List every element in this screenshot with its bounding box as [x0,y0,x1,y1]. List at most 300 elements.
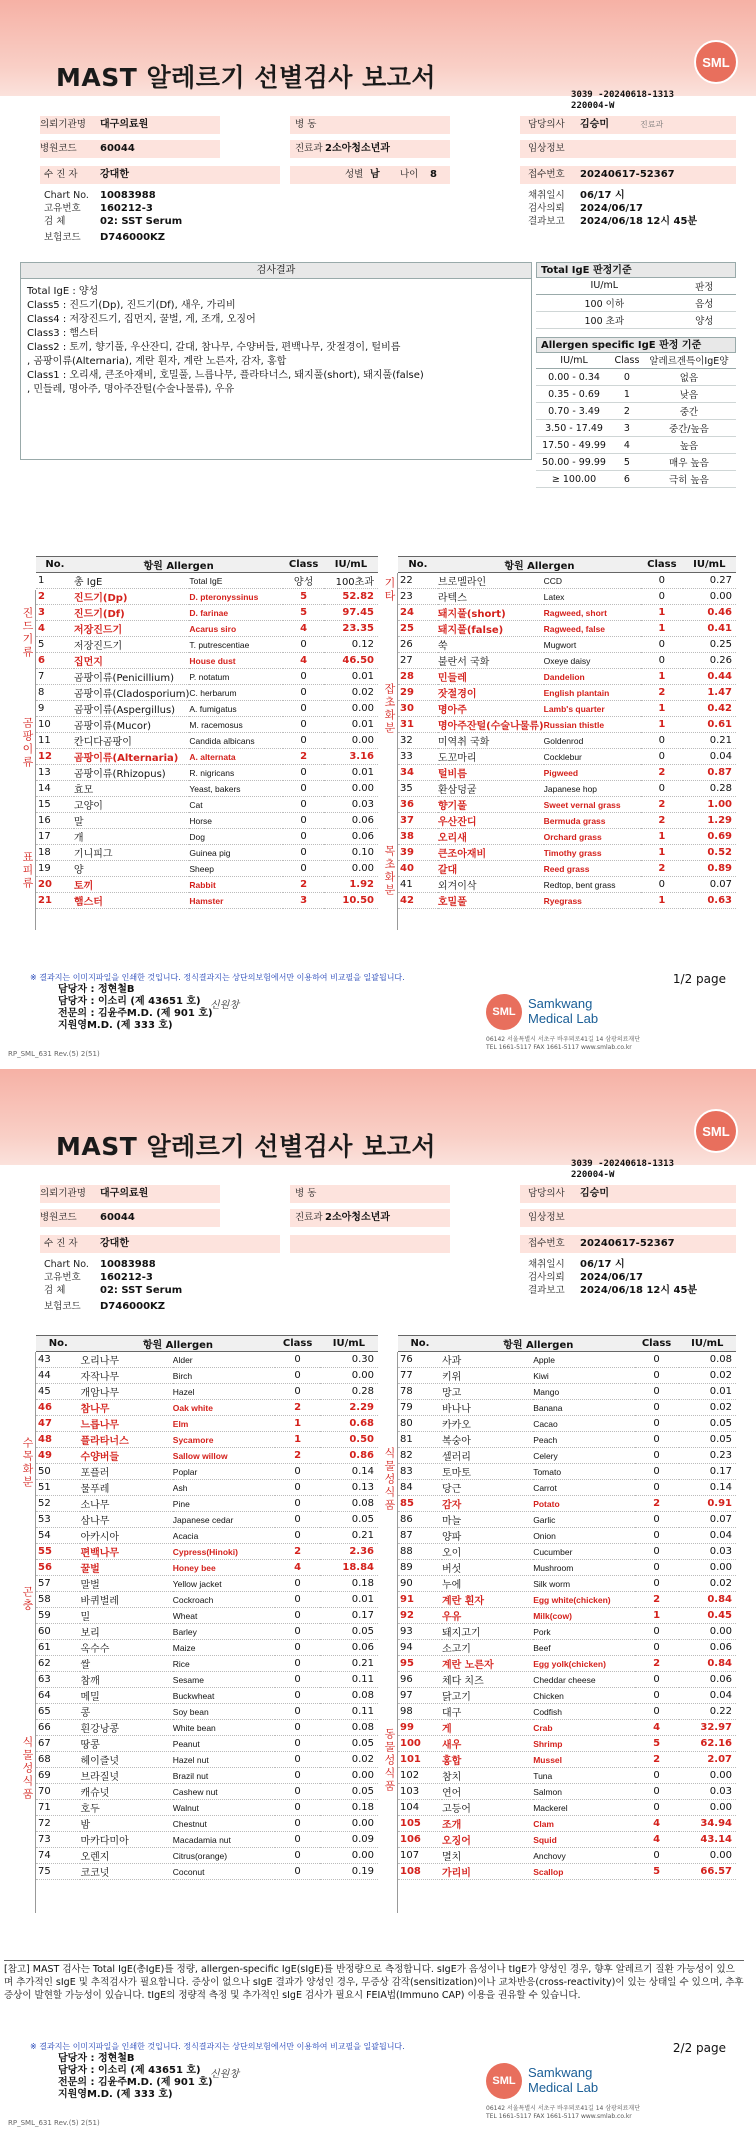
form-code: RP_SML_631 Rev.(5) 2(51) [8,1050,100,1058]
allergen-english: Acacia [173,1528,276,1544]
result-line: Class2 : 토끼, 향기풀, 우산잔디, 갈대, 참나무, 수양버들, 편백나무, 잣절경이, 털비름 [27,342,401,353]
allergen-english: Chicken [533,1688,634,1704]
allergen-value: 0.06 [679,1640,736,1656]
allergen-no: 36 [398,797,438,813]
allergen-english: Cacao [533,1416,634,1432]
ref-cell: 5 [612,454,642,471]
allergen-class: 0 [275,1848,319,1864]
category-label: 표피류 [20,811,36,930]
allergen-row [398,605,736,621]
allergen-english: Ash [173,1480,276,1496]
allergen-class: 4 [283,653,324,669]
allergen-korean: 돼지풀(short) [438,605,544,621]
allergen-row [36,685,378,701]
allergen-class: 0 [275,1768,319,1784]
allergen-row [398,1704,736,1720]
allergen-value: 0.00 [320,1768,378,1784]
allergen-no: 98 [398,1704,442,1720]
allergen-korean: 효모 [74,781,189,797]
allergen-korean: 참깨 [80,1672,172,1688]
report-title: MAST 알레르기 선별검사 보고서 [56,63,437,92]
allergen-class: 0 [635,1480,679,1496]
patient-header: 의뢰기관명 대구의료원 병 동 담당의사 김승미 진료과 병원코드 60044 진료과 2소아청소년과 임상정보 수 진 자 강대한 성별 남 나이 8 접수번호 20240617-52367 Chart No. 10083988 채취일시 06/17 시 고유번호 160212-3 검사의뢰 2024/06/17 검 체 02: SST Serum 결과보고 2024/06/18 12시 45분 보험코드 D746000KZ [40,116,736,248]
allergen-english: Mushroom [533,1560,634,1576]
allergen-value: 18.84 [320,1560,378,1576]
allergen-english: Onion [533,1528,634,1544]
allergen-english: Honey bee [173,1560,276,1576]
allergen-no: 66 [36,1720,80,1736]
allergen-class: 0 [635,1352,679,1368]
allergen-value: 0.50 [320,1432,378,1448]
allergen-korean: 참치 [442,1768,533,1784]
allergen-no: 45 [36,1384,80,1400]
ref-cell: 6 [612,471,642,488]
allergen-korean: 멸치 [442,1848,533,1864]
allergen-korean: 오징어 [442,1832,533,1848]
patient-header: 의뢰기관명 대구의료원 병 동 담당의사 김승미 병원코드 60044 진료과 2소아청소년과 임상정보 수 진 자 강대한 접수번호 20240617-52367 Chart No. 10083988 채취일시 06/17 시 고유번호 160212-3 검사의뢰 2024/06/17 검 체 02: SST Serum 결과보고 2024/06/18 12시 45분 보험코드 D746000KZ [40,1185,736,1317]
allergen-english: Scallop [533,1864,634,1880]
allergen-class: 0 [635,1704,679,1720]
allergen-no: 88 [398,1544,442,1560]
allergen-korean: 콩 [80,1704,172,1720]
allergen-row [36,1736,378,1752]
result-line: Class1 : 오리새, 큰조아재비, 호밀풀, 느릅나무, 플라타너스, 돼지풀(short), 돼지풀(false) [27,370,424,381]
allergen-row [398,1400,736,1416]
allergen-korean: 참나무 [80,1400,172,1416]
allergen-no: 97 [398,1688,442,1704]
allergen-row [398,1720,736,1736]
allergen-korean: 명아주 [438,701,544,717]
allergen-class: 0 [283,717,324,733]
allergen-row [36,1864,378,1880]
allergen-english: Lamb's quarter [544,701,641,717]
allergen-value: 10.50 [324,893,378,909]
ref-cell: 중간/높음 [642,420,736,437]
allergen-value: 0.04 [679,1688,736,1704]
allergen-row [36,669,378,685]
category-label: 수목화분 [20,1352,36,1573]
allergen-class: 0 [275,1528,319,1544]
allergen-row [36,1368,378,1384]
allergen-english: Pine [173,1496,276,1512]
result-summary-box [20,262,532,460]
allergen-english: Brazil nut [173,1768,276,1784]
allergen-korean: 흰강낭콩 [80,1720,172,1736]
allergen-class: 0 [641,781,683,797]
allergen-no: 70 [36,1784,80,1800]
allergen-class: 2 [635,1752,679,1768]
allergen-korean: 꿀벌 [80,1560,172,1576]
allergen-korean: 망고 [442,1384,533,1400]
allergen-class: 0 [275,1864,319,1880]
allergen-value: 0.46 [683,605,736,621]
allergen-row [398,813,736,829]
specific-ige-reference-table [536,353,736,489]
allergen-english: Mackerel [533,1800,634,1816]
allergen-english: Hazel [173,1384,276,1400]
category-label: 곤충 [20,1573,36,1624]
allergen-class: 0 [635,1368,679,1384]
allergen-row [36,1352,378,1368]
allergen-row [36,1384,378,1400]
allergen-row [398,781,736,797]
allergen-korean: 누에 [442,1576,533,1592]
allergen-no: 26 [398,637,438,653]
allergen-no: 27 [398,653,438,669]
allergen-class: 0 [275,1640,319,1656]
allergen-class: 2 [635,1496,679,1512]
allergen-class: 0 [275,1496,319,1512]
ref-row [536,454,736,471]
allergen-english: Soy bean [173,1704,276,1720]
allergen-korean: 삼나무 [80,1512,172,1528]
allergen-no: 22 [398,573,438,589]
allergen-no: 32 [398,733,438,749]
allergen-korean: 키위 [442,1368,533,1384]
ref-header: 판정 [673,278,736,294]
allergen-class: 2 [275,1448,319,1464]
allergen-korean: 바퀴벌레 [80,1592,172,1608]
allergen-row [36,589,378,605]
allergen-no: 69 [36,1768,80,1784]
allergen-row [398,1416,736,1432]
allergen-korean: 말벌 [80,1576,172,1592]
allergen-row [398,1624,736,1640]
allergen-value: 0.68 [320,1416,378,1432]
allergen-row [398,1800,736,1816]
allergen-no: 74 [36,1848,80,1864]
report-number: 3039 -20240618-1313 220004-W [571,90,674,111]
allergen-value: 0.52 [683,845,736,861]
allergen-value: 0.69 [683,829,736,845]
allergen-no: 23 [398,589,438,605]
allergen-no: 72 [36,1816,80,1832]
allergen-value: 0.12 [324,637,378,653]
allergen-korean: 수양버들 [80,1448,172,1464]
allergen-korean: 햄스터 [74,893,189,909]
allergen-value: 0.01 [324,669,378,685]
allergen-class: 0 [635,1576,679,1592]
ref-cell: 0.70 - 3.49 [536,403,612,420]
allergen-english: Guinea pig [189,845,283,861]
allergen-no: 12 [36,749,74,765]
allergen-row [36,1464,378,1480]
allergen-english: P. notatum [189,669,283,685]
allergen-no: 106 [398,1832,442,1848]
allergen-row [36,733,378,749]
allergen-row [36,1640,378,1656]
allergen-no: 33 [398,749,438,765]
allergen-row [36,1688,378,1704]
allergen-no: 18 [36,845,74,861]
allergen-row [398,1544,736,1560]
allergen-row [398,829,736,845]
allergen-value: 0.84 [679,1592,736,1608]
allergen-class: 0 [275,1704,319,1720]
allergen-korean: 집먼지 [74,653,189,669]
allergen-korean: 감자 [442,1496,533,1512]
allergen-row [36,877,378,893]
allergen-row [398,1784,736,1800]
allergen-no: 107 [398,1848,442,1864]
allergen-class: 1 [275,1432,319,1448]
allergen-value: 0.84 [679,1656,736,1672]
allergen-row [36,1704,378,1720]
allergen-class: 0 [275,1512,319,1528]
allergen-class: 0 [635,1464,679,1480]
allergen-no: 56 [36,1560,80,1576]
allergen-korean: 개 [74,829,189,845]
allergen-value: 0.00 [324,701,378,717]
allergen-no: 102 [398,1768,442,1784]
allergen-no: 30 [398,701,438,717]
allergen-english: Kiwi [533,1368,634,1384]
allergen-korean: 칸디다곰팡이 [74,733,189,749]
allergen-korean: 외겨이삭 [438,877,544,893]
allergen-korean: 쑥 [438,637,544,653]
allergen-value: 0.00 [679,1624,736,1640]
allergen-no: 39 [398,845,438,861]
allergen-value: 43.14 [679,1832,736,1848]
allergen-no: 10 [36,717,74,733]
allergen-class: 0 [635,1512,679,1528]
allergen-value: 0.03 [679,1544,736,1560]
allergen-row [398,637,736,653]
allergen-class: 1 [641,829,683,845]
column-header: No. [36,1336,80,1352]
allergen-class: 2 [275,1544,319,1560]
ref-cell: 17.50 - 49.99 [536,437,612,454]
allergen-class: 2 [641,765,683,781]
allergen-row [36,717,378,733]
allergen-english: Pigweed [544,765,641,781]
allergen-row [36,1848,378,1864]
allergen-value: 1.47 [683,685,736,701]
allergen-no: 57 [36,1576,80,1592]
allergen-english: Oxeye daisy [544,653,641,669]
ref-cell: 0.00 - 0.34 [536,369,612,386]
allergen-no: 19 [36,861,74,877]
allergen-row [36,1480,378,1496]
hospital-name: 대구의료원 [100,119,149,130]
allergen-korean: 호두 [80,1800,172,1816]
allergen-class: 0 [641,733,683,749]
allergen-value: 1.92 [324,877,378,893]
allergen-row [398,1512,736,1528]
allergen-english: Goldenrod [544,733,641,749]
allergen-row [398,589,736,605]
ref-cell: 매우 높음 [642,454,736,471]
allergen-korean: 민들레 [438,669,544,685]
allergen-korean: 대구 [442,1704,533,1720]
allergen-row [36,797,378,813]
allergen-value: 0.01 [679,1384,736,1400]
ref-cell: 2 [612,403,642,420]
ref-row [536,311,736,328]
allergen-row [36,1768,378,1784]
allergen-no: 6 [36,653,74,669]
allergen-row [36,1608,378,1624]
allergen-value: 0.63 [683,893,736,909]
allergen-korean: 도꼬마리 [438,749,544,765]
allergen-value: 0.06 [679,1672,736,1688]
allergen-class: 0 [275,1368,319,1384]
allergen-value: 0.05 [320,1736,378,1752]
allergen-value: 100초과 [324,573,378,589]
allergen-korean: 홍합 [442,1752,533,1768]
allergen-english: Peach [533,1432,634,1448]
allergen-row [36,1432,378,1448]
allergen-no: 28 [398,669,438,685]
allergen-row [36,1448,378,1464]
allergen-value: 0.02 [679,1576,736,1592]
lab-address: 06142 서울특별시 서초구 바우뫼로41길 14 삼광의료재단 TEL 1661-5117 FAX 1661-5117 www.smlab.co.kr [486,1036,641,1051]
allergen-class: 0 [635,1432,679,1448]
allergen-english: Candida albicans [189,733,283,749]
category-label: 목초화분 [382,811,398,930]
allergen-class: 0 [283,765,324,781]
allergen-english: Mango [533,1384,634,1400]
allergen-korean: 곰팡이류(Rhizopus) [74,765,189,781]
ref-header: IU/mL [536,353,612,369]
ref-header: Class [612,353,642,369]
allergen-english: Carrot [533,1480,634,1496]
allergen-no: 82 [398,1448,442,1464]
column-header: IU/mL [679,1336,736,1352]
allergen-class: 2 [283,877,324,893]
allergen-korean: 고양이 [74,797,189,813]
allergen-row [398,1464,736,1480]
allergen-value: 0.17 [679,1464,736,1480]
allergen-row [398,1688,736,1704]
allergen-row [398,1528,736,1544]
allergen-row [398,861,736,877]
allergen-value: 0.13 [320,1480,378,1496]
allergen-korean: 개암나무 [80,1384,172,1400]
allergen-english: Celery [533,1448,634,1464]
allergen-korean: 오리나무 [80,1352,172,1368]
allergen-row [36,1544,378,1560]
allergen-class: 0 [283,797,324,813]
allergen-class: 2 [641,797,683,813]
allergen-korean: 미역취 국화 [438,733,544,749]
report-number: 3039 -20240618-1313 220004-W [571,1159,674,1180]
allergen-value: 97.45 [324,605,378,621]
allergen-row [36,1784,378,1800]
allergen-class: 1 [641,669,683,685]
allergen-row [398,1432,736,1448]
allergen-english: Codfish [533,1704,634,1720]
category-label: 곰팡이류 [20,675,36,811]
allergen-english: Sweet vernal grass [544,797,641,813]
allergen-value: 46.50 [324,653,378,669]
allergen-english: Mugwort [544,637,641,653]
allergen-no: 95 [398,1656,442,1672]
column-header: IU/mL [683,557,736,573]
allergen-korean: 아카시아 [80,1528,172,1544]
allergen-english: Buckwheat [173,1688,276,1704]
allergen-value: 0.00 [679,1768,736,1784]
allergen-value: 0.00 [679,1560,736,1576]
allergen-value: 0.91 [679,1496,736,1512]
allergen-korean: 돼지고기 [442,1624,533,1640]
allergen-no: 47 [36,1416,80,1432]
allergen-no: 21 [36,893,74,909]
allergen-korean: 오렌지 [80,1848,172,1864]
allergen-row [398,797,736,813]
signature-stamp-icon: 신원창 [210,1000,239,1011]
allergen-no: 99 [398,1720,442,1736]
allergen-no: 42 [398,893,438,909]
allergen-korean: 코코넛 [80,1864,172,1880]
samkwang-logo: SML Samkwang Medical Lab [486,2063,646,2099]
allergen-no: 71 [36,1800,80,1816]
allergen-row [398,1448,736,1464]
allergen-korean: 플라타너스 [80,1432,172,1448]
allergen-class: 5 [635,1864,679,1880]
allergen-no: 85 [398,1496,442,1512]
allergen-english: Horse [189,813,283,829]
allergen-value: 66.57 [679,1864,736,1880]
ref-cell: 0.35 - 0.69 [536,386,612,403]
allergen-no: 63 [36,1672,80,1688]
allergen-row [398,1816,736,1832]
allergen-english: Rice [173,1656,276,1672]
allergen-korean: 명아주잔털(수술나물류) [438,717,544,733]
allergen-class: 0 [275,1656,319,1672]
allergen-english: Rabbit [189,877,283,893]
allergen-korean: 포플러 [80,1464,172,1480]
allergen-no: 11 [36,733,74,749]
allergen-korean: 물푸레 [80,1480,172,1496]
allergen-no: 48 [36,1432,80,1448]
allergen-no: 44 [36,1368,80,1384]
allergen-value: 0.61 [683,717,736,733]
allergen-korean: 우유 [442,1608,533,1624]
allergen-korean: 향기풀 [438,797,544,813]
allergen-class: 2 [635,1592,679,1608]
allergen-value: 0.03 [324,797,378,813]
allergen-row [36,1752,378,1768]
allergen-value: 2.36 [320,1544,378,1560]
allergen-class: 0 [635,1448,679,1464]
allergen-row [36,1720,378,1736]
allergen-value: 0.00 [320,1368,378,1384]
column-header: Class [283,557,324,573]
allergen-class: 0 [275,1720,319,1736]
allergen-value: 0.00 [324,733,378,749]
allergen-class: 0 [641,573,683,589]
allergen-class: 0 [275,1576,319,1592]
column-header: Class [275,1336,319,1352]
allergen-row [398,733,736,749]
allergen-value: 0.00 [679,1848,736,1864]
allergen-value: 0.10 [324,845,378,861]
allergen-class: 2 [641,861,683,877]
allergen-class: 1 [641,717,683,733]
allergen-no: 46 [36,1400,80,1416]
allergen-row [36,1800,378,1816]
allergen-korean: 오리새 [438,829,544,845]
allergen-class: 0 [275,1624,319,1640]
allergen-value: 2.07 [679,1752,736,1768]
doctor-name: 김승미 [580,119,609,130]
allergen-korean: 말 [74,813,189,829]
allergen-class: 0 [283,669,324,685]
allergen-no: 3 [36,605,74,621]
allergen-no: 2 [36,589,74,605]
allergen-class: 0 [641,749,683,765]
